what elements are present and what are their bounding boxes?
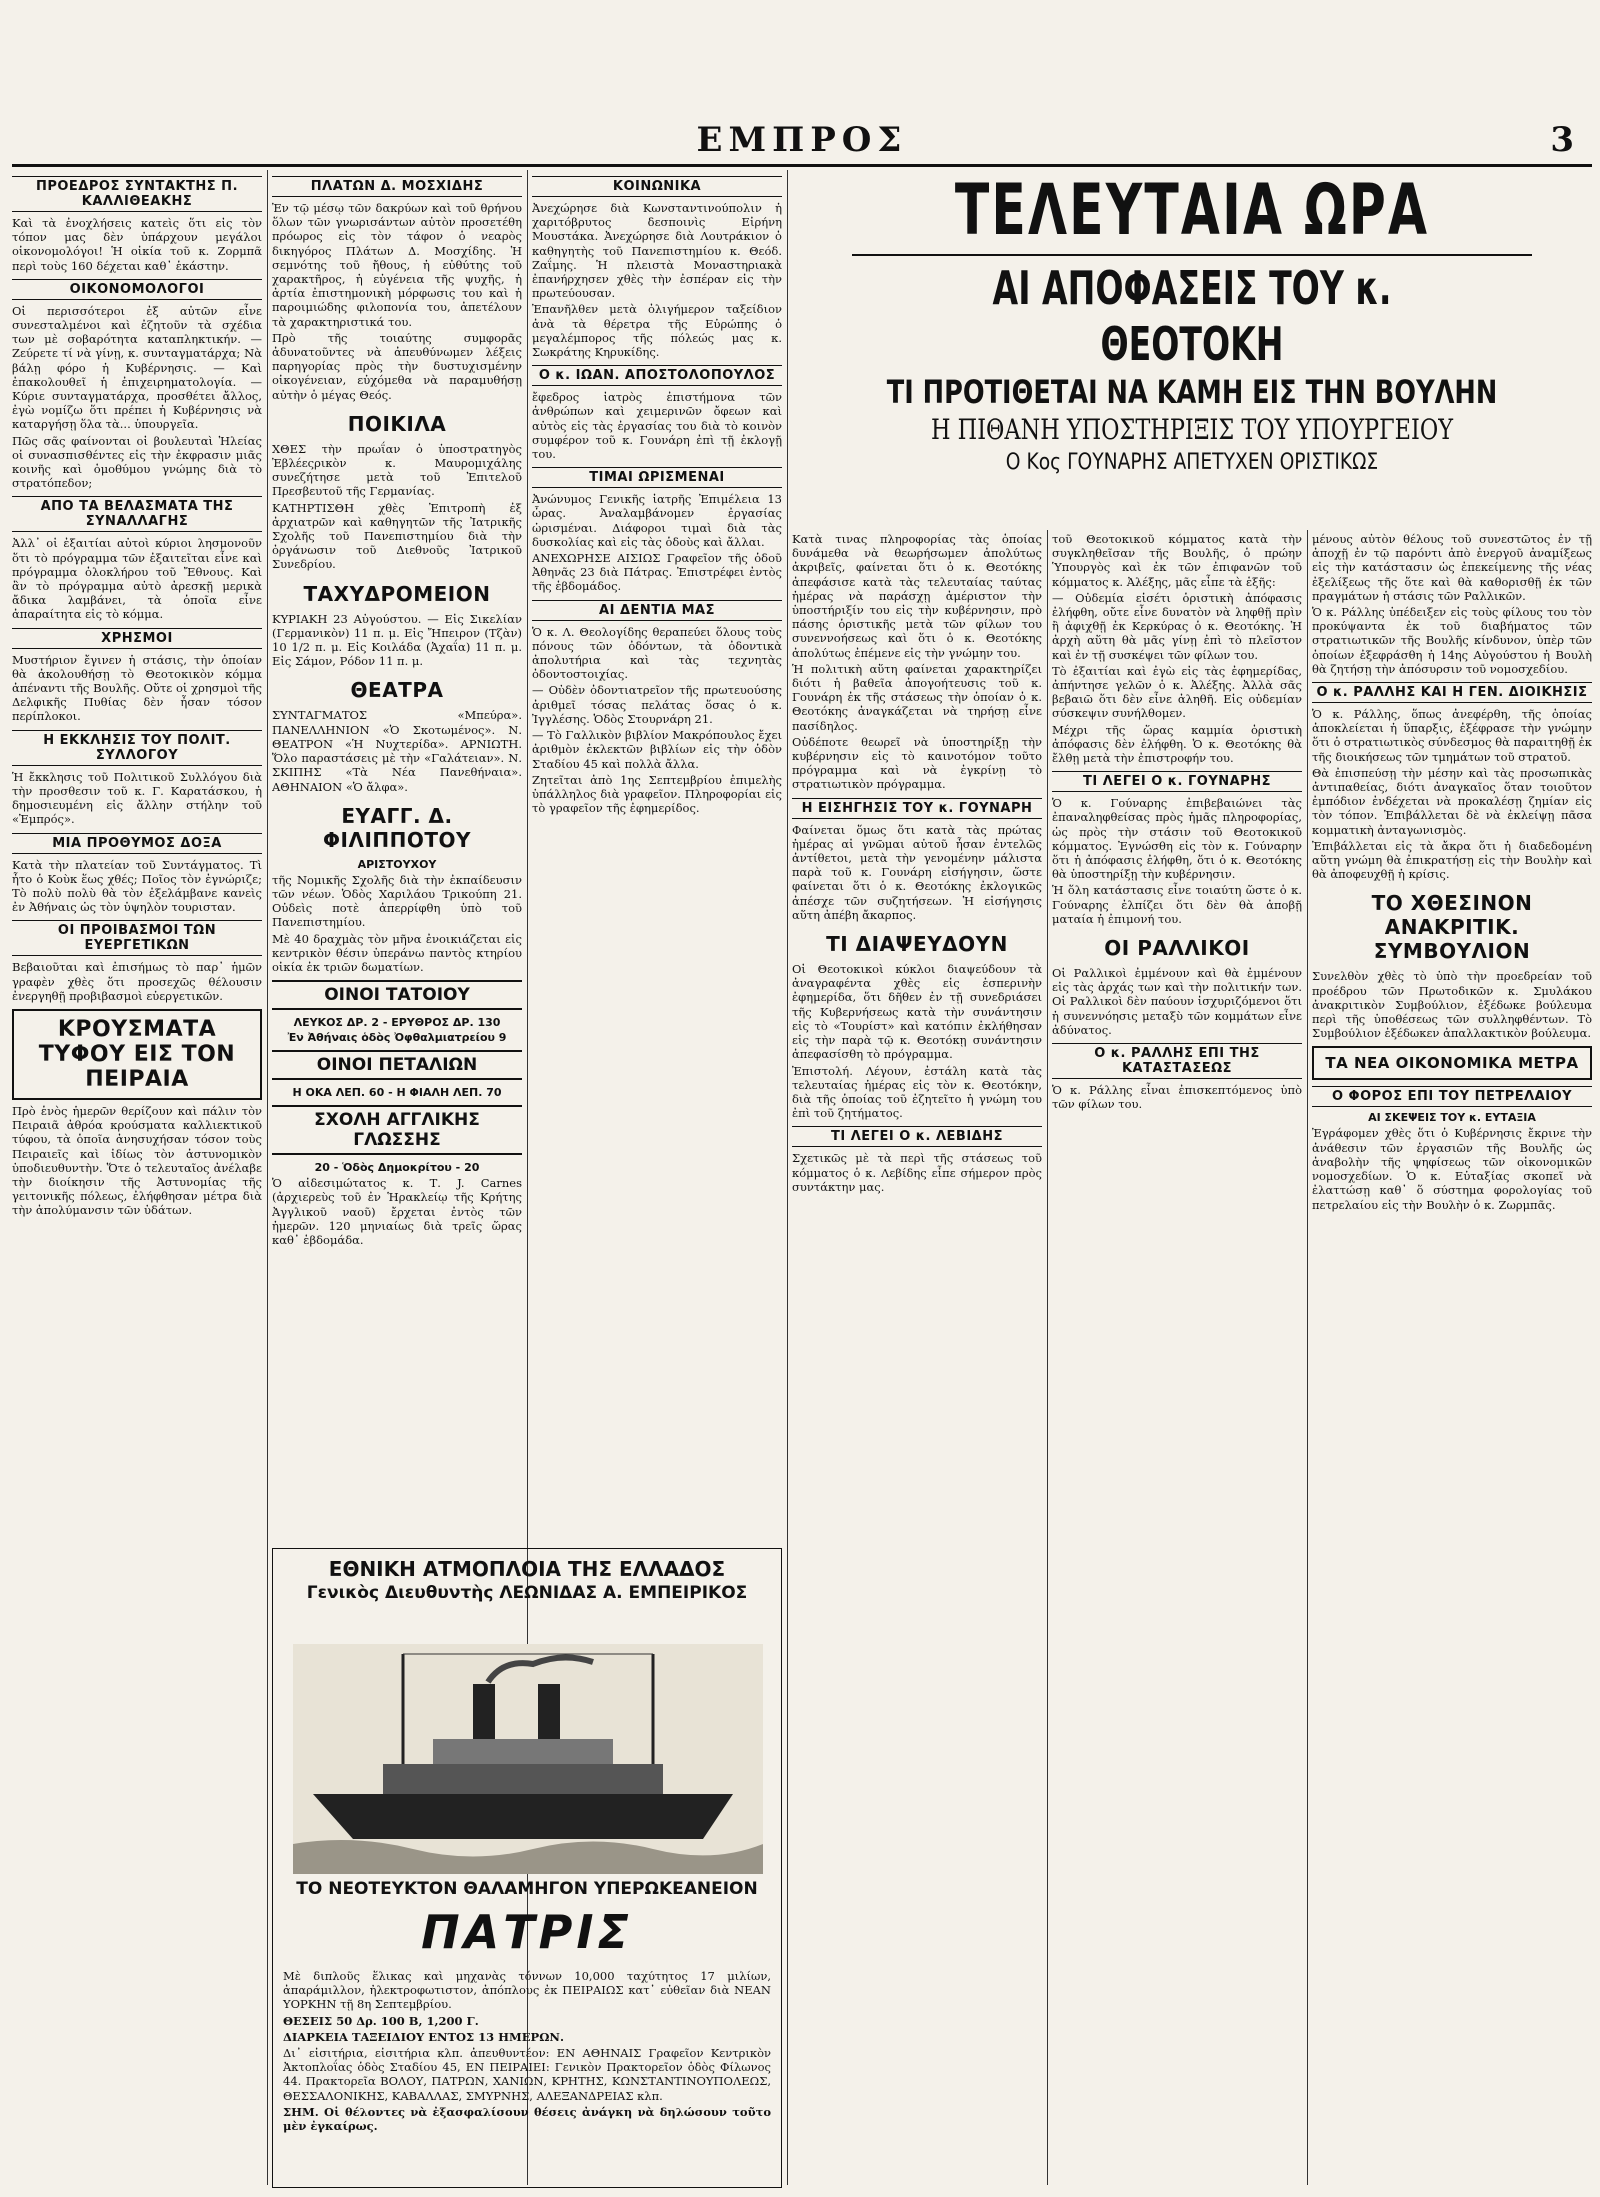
article-heading: ΤΟ ΧΘΕΣΙΝΟΝ ΑΝΑΚΡΙΤΙΚ. ΣΥΜΒΟΥΛΙΟΝ — [1371, 891, 1533, 964]
article-heading: Ο κ. ΡΑΛΛΗΣ ΕΠΙ ΤΗΣ ΚΑΤΑΣΤΑΣΕΩΣ — [1052, 1043, 1302, 1079]
headline-line-5: Ο Κος ΓΟΥΝΑΡΗΣ ΑΠΕΤΥΧΕΝ ΟΡΙΣΤΙΚΩΣ — [1005, 450, 1379, 475]
article-text: Μὲ 40 δραχμὰς τὸν μῆνα ἐνοικιάζεται εἰς κεντρικὸν θέσιν ὑπεράνω παντὸς κτηρίου οἰκία ἐκ τριῶν δωματίων. — [272, 931, 522, 974]
article-text: Ὁ αἰδεσιμώτατος κ. Τ. J. Carnes (ἀρχιερεὺς τοῦ ἐν Ἡρακλείῳ τῆς Κρήτης Ἀγγλικοῦ ναοῦ) ἔρχεται ἐντὸς τῶν ἡμερῶν. 120 μηνιαίως διὰ τρεῖς ὥρας καθ᾽ ἑβδομάδα. — [272, 1176, 522, 1247]
article-text: ΚΥΡΙΑΚΗ 23 Αὐγούστου. — Εἰς Σικελίαν (Γερμανικὸν) 11 π. μ. Εἰς Ἤπειρον (Τζὰν) 10 1/2 π. μ. Εἰς Κοιλάδα (Ἀχαΐα) 11 π. μ. Εἰς Σάμον, Ρόδον 11 π. μ. — [272, 611, 522, 669]
article-text: Ἀνώνυμος Γενικῆς ἰατρῆς Ἐπιμέλεια 13 ὧρας. Ἀναλαμβάνομεν ἐργασίας ὠρισμέναι. Διάφοροι τιμαὶ διὰ τὰς δυσκολίας καὶ εἰς τὰς ὁδοὺς καὶ ἄλλαι. — [532, 492, 782, 549]
article-text: Οἱ Ραλλικοὶ ἐμμένουν καὶ θὰ ἐμμένουν εἰς τὰς ἀρχάς των καὶ τὴν πολιτικήν των. Οἱ Ραλλικοὶ δὲν παύουν ἰσχυριζόμενοι ὅτι ἡ συνεννόησις μεταξὺ τῶν κομμάτων εἶνε ἀδύνατος. — [1052, 966, 1302, 1037]
article-text: Θὰ ἐπισπεύσῃ τὴν μέσην καὶ τὰς προσωπικὰς ἀντιπαθείας, διότι ἀναγκαῖος ὅταν τοιοῦτον ἐμπόδιον ἐνδέχεται νὰ προκαλέσῃ ζημίαν εἰς τὸν τόπον. Ἐπιβάλλεται δὲ νὰ ἐκλείψῃ πᾶσα κομματικὴ ἀνταγωνισμὸς. — [1312, 765, 1592, 837]
section-heading: ΚΟΙΝΩΝΙΚΑ — [532, 176, 782, 197]
article-heading: ΤΙ ΛΕΓΕΙ Ο κ. ΛΕΒΙΔΗΣ — [792, 1126, 1042, 1147]
column-6 — [1312, 530, 1592, 2185]
ad-text: Δι᾽ εἰσιτήρια, εἰσιτήρια κλπ. ἀπευθυντέον: ΕΝ ΑΘΗΝΑΙΣ Γραφεῖον Κεντρικὸν Ἀκτοπλοΐας ὁδὸς Σταδίου 45, ΕΝ ΠΕΙΡΑΙΕΙ: Γενικὸν Πρακτορεῖον ὁδὸς Φίλωνος 44. Πρακτορεῖα ΒΟΛΟΥ, ΠΑΤΡΩΝ, ΧΑΝΙΩΝ, ΚΡΗΤΗΣ, ΚΩΝΣΤΑΝΤΙΝΟΥΠΟΛΕΩΣ, ΘΕΣΣΑΛΟΝΙΚΗΣ, ΚΑΒΑΛΛΑΣ, ΣΜΥΡΝΗΣ, ΑΛΕΞΑΝΔΡΕΙΑΣ κλπ. — [283, 2046, 771, 2103]
article-heading-boxed: ΤΑ ΝΕΑ ΟΙΚΟΝΟΜΙΚΑ ΜΕΤΡΑ — [1312, 1046, 1592, 1080]
article-text: Οἱ Θεοτοκικοὶ κύκλοι διαψεύδουν τὰ ἀναγραφέντα χθὲς εἰς ἑσπερινὴν ἐφημερίδα, ὅτι δῆθεν ἐν τῇ συνεδριάσει τῆς Κυβερνήσεως κατὰ τὴν συνάντησιν εἰς τὸ «Τουρίστ» καὶ κατόπιν ἐκλήθησαν εἰς τὴν παρὰ τῷ κ. Θεοτόκῃ συνάντησιν ἀπεφασίσθη τὸ πρόγραμμα. — [792, 962, 1042, 1062]
article-heading: ΑΙ ΔΕΝΤΙΑ ΜΑΣ — [532, 600, 782, 621]
page-number: 3 — [1550, 120, 1574, 160]
article-heading: ΤΙΜΑΙ ΩΡΙΣΜΕΝΑΙ — [532, 467, 782, 488]
article-text: Οἱ περισσότεροι ἐξ αὐτῶν εἶνε συνεσταλμένοι καὶ ἐζητοῦν τὰ σχέδια των μὲ σοβαρότητα καταπληκτικήν. — Ζεύρετε τί νὰ γίνῃ, κ. συνταγματάρχα; Νὰ βάλῃ φόρο ἡ Κυβέρνησις. — Καὶ ἐπακολουθεῖ ἡ ἐπιχειρηματολογία. — Κύριε συνταγματάρχα, προσθέτει ἄλλος, ἐγὼ νομίζω ὅτι πρέπει ἡ Κυβέρνησις νὰ καταργήσῃ ὅλα τὰ... ὑπουργεῖα. — [12, 303, 262, 432]
article-text: Ἐπανῆλθεν μετὰ ὀλιγήμερον ταξείδιον ἀνὰ τὰ θέρετρα τῆς Εὐρώπης ὁ μεγαλέμπορος τῆς πόλεώς μας κ. Σωκράτης Κηρυκίδης. — [532, 302, 782, 360]
article-text: ἔφεδρος ἰατρὸς ἐπιστήμονα τῶν ἀνθρώπων καὶ χειμερινῶν ὄφεων καὶ αὐτὸς εἰς τὰς ἐργασίας του διὰ τὸ κοινὸν συμφέρον τοῦ κ. Γουνάρη ἐπὶ τῇ ἐκλογῇ του. — [532, 390, 782, 462]
article-text: Ὁ κ. Γούναρης ἐπιβεβαιώνει τὰς ἐπαναληφθείσας πρὸς ἡμᾶς πληροφορίας, ὡς πρὸς τὴν στάσιν τοῦ Θεοτοκικοῦ κόμματος. Ἐγνώσθη εἰς τὸν κ. Γούναρην ὅτι ἡ ἀπόφασις ἐλήφθη, ὅτι ὁ κ. Θεοτόκης θὰ ὑποστηρίξῃ τὴν κυβέρνησιν. — [1052, 796, 1302, 882]
article-text: Ἐν τῷ μέσῳ τῶν δακρύων καὶ τοῦ θρήνου ὅλων τῶν γνωρισάντων αὐτὸν προσετέθη πρόωρος εἰς τὸν τάφον ὁ νεαρὸς δικηγόρος Πλάτων Δ. Μοσχίδης. Ἡ σεμνότης τοῦ ἤθους, ἡ εὐθύτης τοῦ χαρακτῆρος, ἡ εὐγένεια τῆς ψυχῆς, ἡ ἀρτία ἐπιστημονικὴ μόρφωσις του καὶ ἡ παροιμιώδης φιλοπονία του, ἀπετέλουν τὰ χαρακτηριστικά του. — [272, 201, 522, 329]
article-text: τῆς Νομικῆς Σχολῆς διὰ τὴν ἐκπαίδευσιν τῶν νέων. Ὁδὸς Χαριλάου Τρικούπη 21. Οὐδεὶς ποτὲ ἀπερρίφθη ὑπὸ τοῦ Πανεπιστημίου. — [272, 872, 522, 930]
article-heading: Ο κ. ΙΩΑΝ. ΑΠΟΣΤΟΛΟΠΟΥΛΟΣ — [532, 365, 782, 386]
article-heading: Η ΕΙΣΗΓΗΣΙΣ ΤΟΥ κ. ΓΟΥΝΑΡΗ — [792, 798, 1042, 819]
article-heading: Ο κ. ΡΑΛΛΗΣ ΚΑΙ Η ΓΕΝ. ΔΙΟΙΚΗΣΙΣ — [1312, 682, 1592, 703]
ad-ship-type: ΤΟ ΝΕΟΤΕΥΚΤΟΝ ΘΑΛΑΜΗΓΟΝ ΥΠΕΡΩΚΕΑΝΕΙΟΝ — [296, 1879, 758, 1899]
article-text: — Τὸ Γαλλικὸν βιβλίον Μακρόπουλος ἔχει ἀριθμὸν ἐκλεκτῶν βιβλίων εἰς τὴν ὁδὸν Σταδίου 45 καὶ πολλὰ ἄλλα. — [532, 728, 782, 771]
wine-ad-title: ΟΙΝΟΙ ΠΕΤΑΛΙΩΝ — [272, 1050, 522, 1080]
column-heading: ΠΡΟΕΔΡΟΣ ΣΥΝΤΑΚΤΗΣ Π. ΚΑΛΛΙΘΕΑΚΗΣ — [12, 176, 262, 212]
article-heading: ΟΙ ΠΡΟΙΒΑΣΜΟΙ ΤΩΝ ΕΥΕΡΓΕΤΙΚΩΝ — [12, 920, 262, 956]
article-text: Καὶ τὰ ἐνοχλήσεις κατεὶς ὅτι εἰς τὸν τόπον μας δὲν ὑπάρχουν μεγάλοι οἰκονομολόγοι! Ἡ οἰκία τοῦ κ. Ζορμπᾶ περὶ τοὺς 160 δέχεται καθ᾽ ἑκάστην. — [12, 216, 262, 273]
article-text: Ἐγράφομεν χθὲς ὅτι ὁ Κυβέρνησις ἔκρινε τὴν ἀνάθεσιν τῶν ἐργασιῶν τῆς Βουλῆς ὡς ἀναβολὴν τῆς ψηφίσεως τῶν οἰκονομικῶν νομοσχεδίων. Ὁ κ. Εὐταξίας σκοπεῖ νὰ ἐλαττώσῃ καθ᾽ ὅ σύστημα φορολογίας τοῦ πετρελαίου εἰς τὴν Βουλὴν ὁ κ. Ζωρμπᾶς. — [1312, 1126, 1592, 1212]
column-divider — [1307, 530, 1308, 2185]
article-text: Ὁ κ. Ράλλης, ὅπως ἀνεφέρθη, τῆς ὁποίας ἀποκλείεται ἡ ὕπαρξις, ἐξέφρασε τὴν γνώμην ὅτι ὁ στρατιωτικὸς σύνδεσμος θὰ παραιτηθῇ ἐκ τῆς διοικήσεως τῶν τμημάτων τοῦ στρατοῦ. — [1312, 707, 1592, 764]
article-text: Ἐπιβάλλεται εἰς τὰ ἄκρα ὅτι ἡ διαδεδομένη αὕτη γνώμη θὰ ἐπικρατήσῃ εἰς τὴν Βουλὴν καὶ θὰ ἀποφευχθῇ ἡ κρίσις. — [1312, 838, 1592, 882]
school-ad-address: 20 - Ὁδὸς Δημοκρίτου - 20 — [314, 1161, 480, 1175]
steamship-advertisement — [272, 1548, 782, 2188]
ad-text: Μὲ διπλοῦς ἕλικας καὶ μηχανὰς τόννων 10,000 ταχύτητος 17 μιλίων, ἀπαράμιλλον, ἠλεκτροφωτιστον, ἀπόπλους ἐκ ΠΕΙΡΑΙΩΣ κατ᾽ εὐθεῖαν διὰ ΝΕΑΝ ΥΟΡΚΗΝ τῇ 8η Σεπτεμβρίου. — [283, 1969, 771, 2012]
article-text: μένους αὐτὸν θέλους τοῦ συνεστῶτος ἐν τῇ ἀποχῇ ἐν τῷ παρόντι ἀπὸ ἐνεργοῦ ἀναμίξεως εἰς τὴν κατάστασιν ὡς ἐπεκείμενης τῆς νέας ἐξελίξεως τῆς ὅτε καὶ θὰ καθορισθῇ ἐκ τῶν πραγμάτων ἡ στάσις τῶν Ραλλικῶν. — [1312, 532, 1592, 603]
column-1 — [12, 170, 262, 2185]
column-divider — [267, 170, 268, 2185]
article-text: Κατὰ τὴν πλατείαν τοῦ Συντάγματος. Τὶ ἦτο ὁ Κοὺκ ἕως χθές; Ποῖος τὸν ἐγνώριζε; Τὸ πολὺ πολὺ θὰ τὸν ἐξελάμβανε κανεὶς ἐν Ἀθήναις ὡς τὸν ὑψηλὸν τουρισταν. — [12, 857, 262, 915]
wine-ad-address: Ἐν Ἀθήναις ὁδὸς Ὀφθαλμιατρείου 9 — [287, 1031, 507, 1045]
ad-heading: ΕΥΑΓΓ. Δ. ΦΙΛΙΠΠΟΤΟΥ — [323, 803, 471, 852]
column-5 — [1052, 530, 1302, 2185]
article-heading-boxed: ΚΡΟΥΣΜΑΤΑ ΤΥΦΟΥ ΕΙΣ ΤΟΝ ΠΕΙΡΑΙΑ — [12, 1009, 262, 1100]
ad-company-name: ΕΘΝΙΚΗ ΑΤΜΟΠΛΟΙΑ ΤΗΣ ΕΛΛΑΔΟΣ — [328, 1557, 726, 1581]
column-4 — [792, 530, 1042, 2185]
newspaper-title: ΕΜΠΡΟΣ — [696, 120, 908, 160]
article-text: Οὐδέποτε θεωρεῖ νὰ ὑποστηρίξῃ τὴν κυβέρνησιν εἰς τὸ καινοτόμον τοῦτο πρόγραμμα καὶ νὰ ἐγκρίνῃ τὸ στρατιωτικὸν πρόγραμμα. — [792, 734, 1042, 792]
ad-ship-name: ΠΑΤΡΙΣ — [421, 1905, 633, 1959]
column-2 — [272, 170, 522, 1540]
article-text: Συνελθὸν χθὲς τὸ ὑπὸ τὴν προεδρείαν τοῦ προέδρου τῶν Πρωτοδικῶν κ. Σμυλάκου ἀνακριτικὸν Συμβούλιον, ἐξέδωκε βούλευμα περὶ τῆς ὑποθέσεως τῶν συλληφθέντων. Τὸ Συμβούλιον ἐξέδωκεν ἀπαλλακτικὸν βούλευμα. — [1312, 969, 1592, 1041]
article-text: Ἡ ὅλη κατάστασις εἶνε τοιαύτη ὥστε ὁ κ. Γούναρης ἐλπίζει ὅτι δὲν θὰ ἀποβῇ ματαία ἡ ἐπιμονή του. — [1052, 883, 1302, 926]
article-text: τοῦ Θεοτοκικοῦ κόμματος κατὰ τὴν συγκληθεῖσαν τῆς Βουλῆς, ὁ πρώην Ὑπουργὸς καὶ ἐκ τῶν ἐπιφανῶν τοῦ κόμματος κ. Ἀλέξης, μᾶς εἶπε τὰ ἑξῆς: — [1052, 532, 1302, 589]
article-text: Ἐπιστολή. Λέγουν, ἐστάλη κατὰ τὰς τελευταίας ἡμέρας εἰς τὸν κ. Θεοτόκην, διὰ τῆς ὁποίας τοῦ ἐζητεῖτο ἡ γνώμη του ἐπὶ τοῦ ζητήματος. — [792, 1063, 1042, 1121]
main-headline-block — [792, 170, 1592, 530]
article-heading: ΧΡΗΣΜΟΙ — [12, 628, 262, 649]
article-text: ΚΑΤΗΡΤΙΣΘΗ χθὲς Ἐπιτροπὴ ἐξ ἀρχιατρῶν καὶ καθηγητῶν τῆς Ἰατρικῆς Σχολῆς τοῦ Πανεπιστημίου διὰ τὴν ὀργάνωσιν τοῦ Διεθνοῦς Ἰατρικοῦ Συνεδρίου. — [272, 500, 522, 572]
article-text: ΧΘΕΣ τὴν πρωΐαν ὁ ὑποστρατηγὸς Ἐβλέεςρικὸν κ. Μαυρομιχάλης συνεζήτησε μετὰ τοῦ Ἐπιτελοῦ Πρεσβευτοῦ τῆς Γερμανίας. — [272, 441, 522, 499]
article-text: Πῶς σᾶς φαίνονται οἱ βουλευταὶ Ἡλείας οἱ συνασπισθέντες εἰς τὴν ἐκφρασιν μιᾶς κοινῆς καὶ ὁμοθύμου γνώμης διὰ τὸ στρατόπεδον; — [12, 433, 262, 491]
article-heading: ΑΠΟ ΤΑ ΒΕΛΑΣΜΑΤΑ ΤΗΣ ΣΥΝΑΛΛΑΓΗΣ — [12, 496, 262, 532]
article-heading: Η ΕΚΚΛΗΣΙΣ ΤΟΥ ΠΟΛΙΤ. ΣΥΛΛΟΓΟΥ — [12, 730, 262, 766]
article-text: Ζητεῖται ἀπὸ 1ης Σεπτεμβρίου ἐπιμελὴς ὑπάλληλος διὰ γραφεῖον. Πληροφορίαι εἰς τὸ γραφεῖον τῆς ἐφημερίδος. — [532, 772, 782, 816]
obituary-heading: ΠΛΑΤΩΝ Δ. ΜΟΣΧΙΔΗΣ — [272, 176, 522, 197]
headline-rule — [852, 254, 1532, 256]
masthead — [12, 120, 1592, 167]
article-heading: Ο ΦΟΡΟΣ ΕΠΙ ΤΟΥ ΠΕΤΡΕΛΑΙΟΥ — [1312, 1086, 1592, 1107]
ad-fares: ΘΕΣΕΙΣ 50 Δρ. 100 Β, 1,200 Γ. — [283, 2013, 479, 2028]
wine-ad-title: ΟΙΝΟΙ ΤΑΤΟΙΟΥ — [272, 980, 522, 1010]
article-text: Μέχρι τῆς ὥρας καμμία ὁριστικὴ ἀπόφασις δὲν ἐλήφθη. Ὁ κ. Θεοτόκης θὰ ἔλθῃ μετὰ τὴν ἐπιστροφήν του. — [1052, 722, 1302, 766]
article-text: Σχετικῶς μὲ τὰ περὶ τῆς στάσεως τοῦ κόμματος ὁ κ. Λεβίδης εἶπε σήμερον πρὸς συντάκτην μας. — [792, 1151, 1042, 1194]
column-3 — [532, 170, 782, 1540]
article-text: Βεβαιοῦται καὶ ἐπισήμως τὸ παρ᾽ ἡμῶν γραφὲν χθὲς ὅτι προσεχῶς θέλουσιν ἐνεργηθῇ προβιβασμοὶ εὐεργετικῶν. — [12, 960, 262, 1003]
article-text: ΣΥΝΤΑΓΜΑΤΟΣ «Μπεύρα». ΠΑΝΕΛΛΗΝΙΟΝ «Ὁ Σκοτωμένος». Ν. ΘΕΑΤΡΟΝ «Ἡ Νυχτερίδα». ΑΡΝΙΩΤΗ. Ὅλο παραστάσεις μὲ τὴν «Γαλάτειαν». Ν. ΣΚΙΠΗΣ «Τὰ Νέα Πανεθήναια». ΑΘΗΝΑΙΟΝ «Ὁ ἄλφα». — [272, 708, 522, 794]
column-divider — [787, 170, 788, 2185]
article-heading: ΟΙΚΟΝΟΜΟΛΟΓΟΙ — [12, 279, 262, 300]
headline-line-3: ΤΙ ΠΡΟΤΙΘΕΤΑΙ ΝΑ ΚΑΜΗ ΕΙΣ ΤΗΝ ΒΟΥΛΗΝ — [886, 373, 1498, 411]
column-divider — [1047, 530, 1048, 2185]
article-heading: ΤΙ ΛΕΓΕΙ Ο κ. ΓΟΥΝΑΡΗΣ — [1052, 771, 1302, 792]
article-text: Ὁ κ. Ράλλης ὑπέδειξεν εἰς τοὺς φίλους του τὸν προκύψαντα ἐκ τοῦ διαβήματος τῶν στρατιωτικῶν τῆς Βουλῆς κίνδυνον, ὑπὲρ τῶν ὁποίων ἐξεφράσθη ἡ 14ης Αὐγούστου ἡ Βουλὴ θὰ ζητήσῃ τὴν ἀπόσυρσιν τοῦ νομοσχεδίου. — [1312, 605, 1592, 676]
article-text: Ἀλλ᾽ οἱ ἐξαιτίαι αὐτοὶ κύριοι λησμονοῦν ὅτι τὸ πρόγραμμα τῶν ἐξαιτεῖται εἶνε καὶ πρόγραμμα ὁλοκλήρου τοῦ Ἔθνους. Καὶ ἂν τὸ πρόγραμμα αὐτὸ ἀρεσκῇ μερικὰ ἄδικα λαμβάνει, τὰ ὁποῖα εἶνε ἀπαραίτητα εἰς τὸ κόμμα. — [12, 536, 262, 622]
article-text: Πρὸ τῆς τοιαύτης συμφορᾶς ἀδυνατοῦντες νὰ ἀπευθύνωμεν λέξεις παρηγορίας πρὸς τὴν δυστυχισμένην οἰκογένειαν, εὐχόμεθα νὰ παραμυθήσῃ αὐτὴν ὁ μέγας Θεός. — [272, 330, 522, 402]
headline-line-1: ΤΕΛΕΥΤΑΙΑ ΩΡΑ — [954, 169, 1430, 251]
section-heading: ΘΕΑΤΡΑ — [350, 678, 444, 703]
article-text: — Οὐδεμία εἰσέτι ὁριστικὴ ἀπόφασις ἐλήφθη, οὔτε εἶνε δυνατὸν νὰ ληφθῇ πρὶν ἢ ἀφιχθῇ ἐκ Κερκύρας ὁ κ. Θεοτόκης. Ἡ ἀρχὴ αὕτη θὰ μᾶς γίνῃ ἐπὶ τὸ πλεῖστον καὶ ἐν τῇ συσκέψει τῶν φίλων του. — [1052, 590, 1302, 662]
section-heading: ΤΑΧΥΔΡΟΜΕΙΟΝ — [303, 581, 491, 606]
steamship-illustration — [293, 1644, 763, 1874]
article-text: Τὸ ἐξαιτίαι καὶ ἐγὼ εἰς τὰς ἐφημερίδας, ἀπήντησε γελῶν ὁ κ. Ἀλέξης. Ἀλλὰ σᾶς βεβαιῶ ὅτι δὲν εἶνε ἀληθῆ. Εἰς οὐδεμίαν σύσκεψιν συνήλθομεν. — [1052, 663, 1302, 721]
ad-body — [283, 1967, 771, 2135]
article-text: ΑΝΕΧΩΡΗΣΕ ΑΙΣΙΩΣ Γραφεῖον τῆς ὁδοῦ Ἀθηνᾶς 23 διὰ Πάτρας. Ἐπιστρέφει ἐντὸς τῆς ἑβδομάδος. — [532, 551, 782, 594]
article-text: Ὁ κ. Λ. Θεολογίδης θεραπεύει ὅλους τοὺς πόνους τῶν ὀδόντων, τὰ ὀδοντικὰ ἀπολυτήρια καὶ τὰς τεχνητὰς ὀδοντοστοιχίας. — [532, 624, 782, 682]
ad-subheading: ΑΡΙΣΤΟΥΧΟΥ — [357, 857, 437, 871]
article-text: Μυστήριον ἔγινεν ἡ στάσις, τὴν ὁποίαν θὰ ἀκολουθήσῃ τὸ Θεοτοκικὸν κόμμα ἀπέναντι τῆς Βουλῆς. Οὔτε οἱ χρησμοὶ τῆς Δελφικῆς Πυθίας δὲν ἦσαν τόσον περίπλοκοι. — [12, 652, 262, 724]
school-ad-title: ΣΧΟΛΗ ΑΓΓΛΙΚΗΣ ΓΛΩΣΣΗΣ — [272, 1105, 522, 1155]
article-text: Ἡ ἔκκλησις τοῦ Πολιτικοῦ Συλλόγου διὰ τὴν προσθεσιν τοῦ κ. Γ. Καρατάσκου, ἡ δημοσιευμένη εἰς ἄλλην στήλην τοῦ «Ἐμπρός». — [12, 769, 262, 827]
ad-note: ΣΗΜ. Οἱ θέλοντες νὰ ἐξασφαλίσουν θέσεις ἀνάγκη νὰ δηλώσουν τοῦτο μὲν ἐγκαίρως. — [283, 2104, 771, 2134]
article-heading: ΟΙ ΡΑΛΛΙΚΟΙ — [1104, 936, 1250, 961]
ad-duration: ΔΙΑΡΚΕΙΑ ΤΑΞΕΙΔΙΟΥ ΕΝΤΟΣ 13 ΗΜΕΡΩΝ. — [283, 2029, 564, 2044]
article-heading: ΜΙΑ ΠΡΟΘΥΜΟΣ ΔΟΞΑ — [12, 833, 262, 854]
article-text: Πρὸ ἑνὸς ἡμερῶν θερίζουν καὶ πάλιν τὸν Πειραιᾶ ἀθρόα κρούσματα καλλιεκτικοῦ τύφου, τὰ ὁποῖα ἀνησυχήσαν τόσον τοὺς Πειραιεῖς καὶ ἰδίως τὸν ἀστυνομικὸν ὑποδιευθυντὴν. Ὅτε ὁ τελευταῖος ἀνέλαβε τὴν διοίκησιν τῆς Ἀστυνομίας τῆς γειτονικῆς πόλεως, ἐλήφθησαν μέτρα διὰ τὴν ἀπολύμανσιν τῶν ὑδάτων. — [12, 1103, 262, 1218]
article-text: Φαίνεται ὅμως ὅτι κατὰ τὰς πρώτας ἡμέρας αἱ γνῶμαι αὐτοῦ ἦσαν ἐντελῶς ἀντίθετοι, μετὰ τὴν γενομένην μάλιστα παρὰ τοῦ κ. Γουνάρη εἰσήγησιν, ὥστε φαίνεται ὅτι ὁ κ. Θεοτόκης ἐκλογικῶς ἀπέσχε τῶν συζητήσεων. Ἡ εἰσήγησις αὕτη ἀπέβη ἄκαρπος. — [792, 822, 1042, 922]
article-text: Κατὰ τινας πληροφορίας τὰς ὁποίας δυνάμεθα νὰ θεωρήσωμεν ἀπολύτως ἀκριβεῖς, φαίνεται ὅτι ὁ κ. Θεοτόκης ἀπεφάσισε κατὰ τὰς τελευταίας ταύτας ἡμέρας νὰ παράσχῃ ἀμέριστον τὴν ὑποστήριξίν του εἰς τὴν κυβέρνησιν, πρὸ πάσης ὁριστικῆς μετὰ τῶν φίλων του συνεννοήσεως καὶ ὅτι ὁ κ. Θεοτόκης ἀπολύτως ἐπέμενε εἰς τὴν γνώμην του. — [792, 532, 1042, 660]
article-heading: ΤΙ ΔΙΑΨΕΥΔΟΥΝ — [826, 932, 1008, 957]
wine-ad-prices: Η ΟΚΑ ΛΕΠ. 60 - Η ΦΙΑΛΗ ΛΕΠ. 70 — [292, 1086, 502, 1100]
ad-director: Γενικὸς Διευθυντὴς ΛΕΩΝΙΔΑΣ Α. ΕΜΠΕΙΡΙΚΟΣ — [306, 1583, 748, 1603]
article-text: Ἡ πολιτικὴ αὕτη φαίνεται χαρακτηρίζει διότι ἡ βαθεῖα ἀπογοήτευσις τοῦ κ. Γουνάρη ἐκ τῆς στάσεως τὴν ὁποίαν ὁ κ. Θεοτόκης ἀναγκάζεται νὰ τηρήσῃ εἶνε πασίδηλος. — [792, 661, 1042, 733]
headline-line-4: Η ΠΙΘΑΝΗ ΥΠΟΣΤΗΡΙΞΙΣ ΤΟΥ ΥΠΟΥΡΓΕΙΟΥ — [931, 413, 1453, 446]
article-subheading: ΑΙ ΣΚΕΨΕΙΣ ΤΟΥ κ. ΕΥΤΑΞΙΑ — [1368, 1111, 1536, 1125]
article-text: Ἀνεχώρησε διὰ Κωνσταντινούπολιν ἡ χαριτόβρυτος δεσποινὶς Εἰρήνη Μουστάκα. Ἀνεχώρησε διὰ Λουτράκιον ὁ καθηγητὴς τοῦ Πανεπιστημίου κ. Θεόδ. Ζαΐμης. Ἡ πλειστὰ Μοναστηριακὰ ἐπανήρχησεν χθὲς τὴν ἐσπέραν εἰς τὴν πρωτεύουσαν. — [532, 201, 782, 301]
article-text: — Οὐδὲν ὀδοντιατρεῖον τῆς πρωτευούσης ἀριθμεῖ τόσας πελάτας ὅσας ὁ κ. Ἰγγλέσης. Ὁδὸς Στουρνάρη 21. — [532, 683, 782, 726]
section-heading: ΠΟΙΚΙΛΑ — [347, 411, 447, 436]
headline-line-2: ΑΙ ΑΠΟΦΑΣΕΙΣ ΤΟΥ κ. ΘΕΟΤΟΚΗ — [992, 261, 1392, 371]
wine-ad-prices: ΛΕΥΚΟΣ ΔΡ. 2 - ΕΡΥΘΡΟΣ ΔΡ. 130 — [293, 1016, 501, 1030]
article-text: Ὁ κ. Ράλλης εἶναι ἐπισκεπτόμενος ὑπὸ τῶν φίλων του. — [1052, 1083, 1302, 1112]
